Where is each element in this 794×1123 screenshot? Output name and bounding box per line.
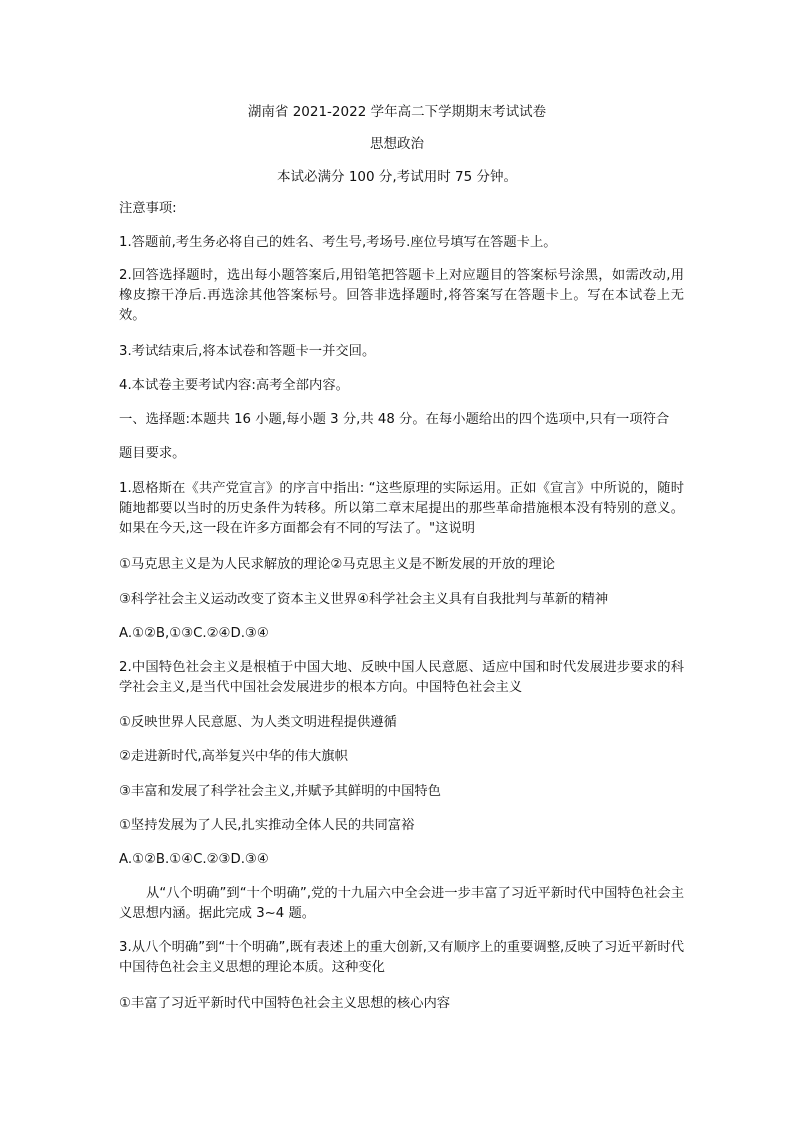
question-1-stem: 1.恩格斯在《共产党宣言》的序言中指出: “这些原理的实际运用。正如《宣言》中所说的，随时随地都要以当时的历史条件为转移。所以第二章末尾提出的那些革命措施根本没有特别的意义。如果在今天,这一段在许多方面都会有不同的写法了。"这说明 — [119, 481, 684, 536]
question-2-stem: 2.中国特色社会主义是根植于中国大地、反映中国人民意愿、适应中国和时代发展进步要求的科学社会主义,是当代中国社会发展进步的根本方向。中国特色社会主义 — [119, 660, 684, 695]
question-2-option-4: ①坚持发展为了人民,扎实推动全体人民的共同富裕 — [119, 818, 415, 833]
question-1-choices: A.①②B,①③C.②④D.③④ — [119, 626, 269, 641]
exam-info: 本试必满分 100 分,考试用时 75 分钟。 — [277, 169, 517, 185]
exam-title: 湖南省 2021-2022 学年高二下学期期末考试试卷 — [247, 104, 547, 120]
subject-title: 思想政治 — [370, 136, 424, 152]
question-3-option-1: ①丰富了习近平新时代中国特色社会主义思想的核心内容 — [119, 996, 451, 1011]
question-2-choices: A.①②B.①④C.②③D.③④ — [119, 852, 269, 867]
question-2-option-2: ②走进新时代,高举复兴中华的伟大旗帜 — [119, 749, 348, 764]
note-item-4: 4.本试卷主要考试内容:高考全部内容。 — [119, 378, 349, 393]
question-1-options-34: ③科学社会主义运动改变了资本主义世界④科学社会主义具有自我批判与革新的精神 — [119, 592, 609, 607]
note-item-1: 1.答题前,考生务必将自己的姓名、考生号,考场号.座位号填写在答题卡上。 — [119, 235, 557, 250]
note-item-3: 3.考试结束后,将本试卷和答题卡一并交回。 — [119, 344, 376, 359]
section-heading-line2: 题目要求。 — [119, 446, 186, 461]
question-1-options-12: ①马克思主义是为人民求解放的理论②马克思主义是不断发展的开放的理论 — [119, 557, 556, 572]
notes-heading: 注意事项: — [119, 201, 177, 216]
question-2-option-3: ③丰富和发展了科学社会主义,并赋予其鲜明的中国特色 — [119, 784, 441, 799]
question-3-stem: 3.从八个明确”到“十个明确”,既有表述上的重大创新,又有顺序上的重要调整,反映了习近平新时代中国待色社会主义思想的理论本质。这种变化 — [119, 940, 684, 975]
note-item-2: 2.回答选择题时，选出每小题答案后,用铅笔把答题卡上对应题目的答案标号涂黑，如需改动,用橡皮擦干净后.再选涂其他答案标号。回答非选择题时,将答案写在答题卡上。写在本试卷上无效。 — [119, 268, 684, 323]
question-2-option-1: ①反映世界人民意愿、为人类文明进程提供遵循 — [119, 715, 397, 730]
material-paragraph: 从“八个明确”到“十个明确”,党的十九届六中全会进一步丰富了习近平新时代中国特色社会主义思想内涵。据此完成 3~4 题。 — [119, 886, 684, 921]
section-heading-line1: 一、选择题:本题共 16 小题,每小题 3 分,共 48 分。在每小题给出的四个选项中,只有一项符合 — [119, 412, 670, 427]
